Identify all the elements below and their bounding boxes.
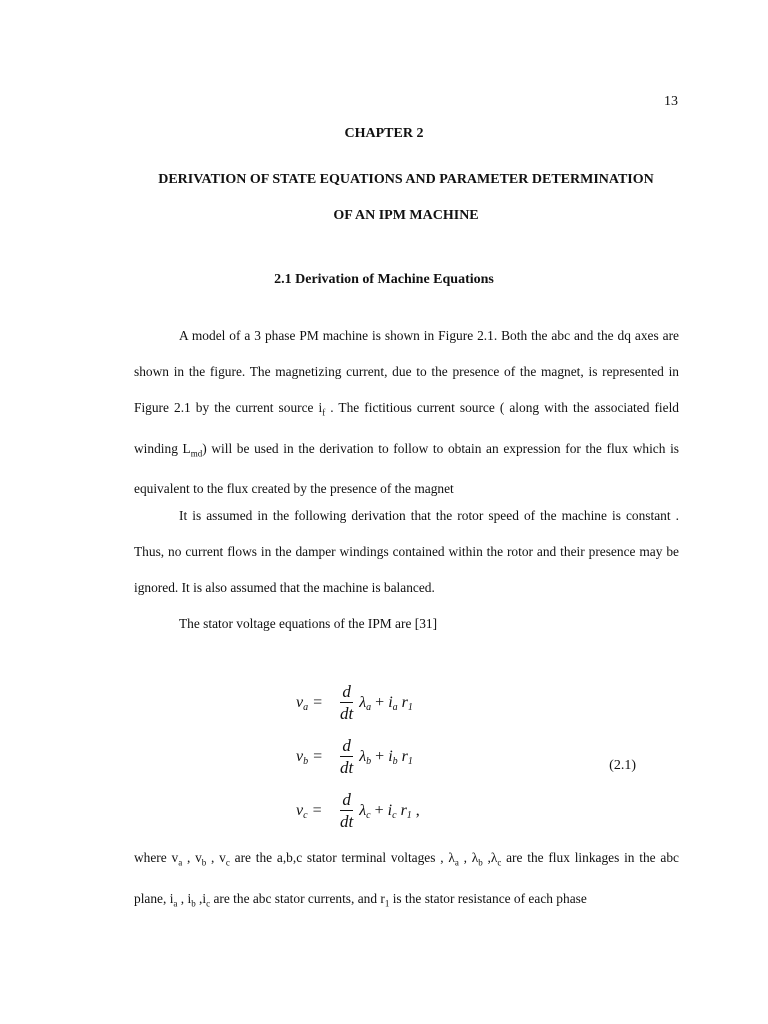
p1-text-c: ) will be used in the derivation to follow to obtain an expression for the flux which is equivalent to the flux created by the presence of the magnet	[134, 440, 679, 497]
paragraph-assumptions	[134, 498, 679, 606]
chapter-title	[134, 162, 678, 234]
chapter-title-line2: OF AN IPM MACHINE	[333, 208, 479, 223]
p2-text: It is assumed in the following derivation that the rotor speed of the machine is constant . Thus, no current flows in the damper windings contained within the rotor and their presence may be ignored. It is also assumed that the machine is balanced.	[134, 508, 679, 595]
paragraph-equations-intro	[134, 606, 679, 642]
chapter-title-line1: DERIVATION OF STATE EQUATIONS AND PARAMETER DETERMINATION	[158, 172, 654, 187]
equation-label: (2.1)	[609, 758, 636, 773]
eq-fraction: $\frac{d}{dt}$	[340, 681, 354, 723]
chapter-number: CHAPTER 2	[344, 126, 424, 141]
equation-row-a	[296, 676, 420, 730]
section-title: 2.1 Derivation of Machine Equations	[274, 272, 494, 287]
eq-fraction: $\frac{d}{dt}$	[340, 789, 354, 831]
equation-block	[296, 676, 420, 838]
eq-lhs: $v_a$ =	[296, 693, 323, 713]
p1-sub-f: f	[322, 407, 326, 418]
p1-text-b: . The fictitious current source ( along with the associated field winding L	[134, 400, 679, 456]
p1-sub-md: md	[190, 448, 203, 459]
eq-rhs: $\lambda_c + i_c$ $r_1$ ,	[359, 801, 420, 821]
equation-row-b	[296, 730, 420, 784]
eq-lhs: $v_c$ =	[296, 801, 323, 821]
paragraph-model	[134, 318, 679, 507]
p3-text: The stator voltage equations of the IPM are [31]	[179, 616, 438, 631]
page-number: 13	[664, 94, 678, 109]
eq-fraction: $\frac{d}{dt}$	[340, 735, 354, 777]
eq-lhs: $v_b$ =	[296, 747, 323, 767]
p1-text-a: A model of a 3 phase PM machine is shown in Figure 2.1. Both the abc and the dq axes are shown in the figure. The magnetizing current, due to the presence of the magnet, is represented in Figure 2.1 by the current source i	[134, 328, 679, 415]
eq-rhs: $\lambda_b + i_b$ $r_1$	[359, 747, 413, 767]
paragraph-definitions: where $v_a$ , $v_b$ , $v_c$ are the a,b,c stator terminal voltages , $\lambda_a$ , $\lambda_b$ $,\lambda_c$ are the flux linkages in the abc plane, $i_a$ , $i_b$ $,i_c$ are the abc stator currents, and $r_1$ is the stator resistance of each phase	[134, 850, 679, 909]
equation-row-c	[296, 784, 420, 838]
eq-rhs: $\lambda_a + i_a$ $r_1$	[359, 693, 413, 713]
